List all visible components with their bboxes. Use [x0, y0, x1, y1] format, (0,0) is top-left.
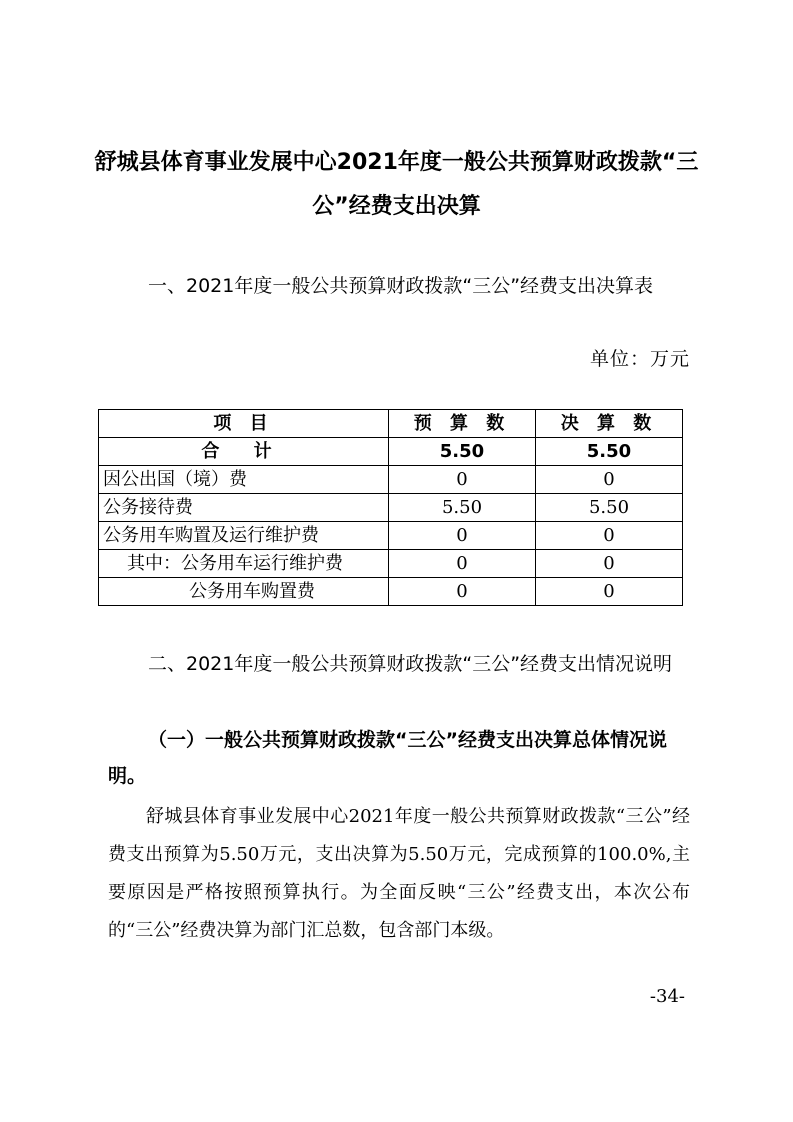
table-row — [99, 578, 683, 606]
row-budget: 5.50 — [389, 438, 536, 466]
table-header-row — [99, 410, 683, 438]
row-item: 公务用车购置及运行维护费 — [99, 522, 389, 550]
table-row-total — [99, 438, 683, 466]
body-paragraph: 舒城县体育事业发展中心2021年度一般公共预算财政拨款“三公”经费支出预算为5.50万元，支出决算为5.50万元，完成预算的100.0%,主要原因是严格按照预算执行。为全面反映“三公”经费支出，本次公布的“三公”经费决算为部门汇总数，包含部门本级。 — [108, 806, 690, 941]
row-budget: 0 — [389, 466, 536, 494]
row-budget: 5.50 — [389, 494, 536, 522]
row-final: 0 — [536, 578, 683, 606]
row-final: 0 — [536, 466, 683, 494]
table-row — [99, 466, 683, 494]
subsection-heading-1: （一）一般公共预算财政拨款“三公”经费支出决算总体情况说明。 — [108, 729, 667, 787]
header-item: 项 目 — [99, 410, 389, 438]
row-final: 0 — [536, 522, 683, 550]
row-budget: 0 — [389, 522, 536, 550]
unit-label: 单位：万元 — [589, 348, 690, 370]
row-final: 5.50 — [536, 494, 683, 522]
row-item: 因公出国（境）费 — [99, 466, 389, 494]
row-budget: 0 — [389, 578, 536, 606]
header-budget: 预 算 数 — [389, 410, 536, 438]
table-row — [99, 550, 683, 578]
page-number: -34- — [649, 986, 685, 1007]
section-heading-1: 一、2021年度一般公共预算财政拨款“三公”经费支出决算表 — [148, 275, 654, 297]
expenditure-table — [98, 409, 683, 606]
row-final: 0 — [536, 550, 683, 578]
row-item: 合 计 — [99, 438, 389, 466]
table-row — [99, 522, 683, 550]
document-title: 舒城县体育事业发展中心2021年度一般公共预算财政拨款“三公”经费支出决算 — [94, 150, 699, 219]
section-heading-2: 二、2021年度一般公共预算财政拨款“三公”经费支出情况说明 — [148, 653, 673, 675]
row-item: 其中：公务用车运行维护费 — [99, 550, 389, 578]
row-item: 公务用车购置费 — [99, 578, 389, 606]
row-item: 公务接待费 — [99, 494, 389, 522]
header-final: 决 算 数 — [536, 410, 683, 438]
row-budget: 0 — [389, 550, 536, 578]
row-final: 5.50 — [536, 438, 683, 466]
table-row — [99, 494, 683, 522]
